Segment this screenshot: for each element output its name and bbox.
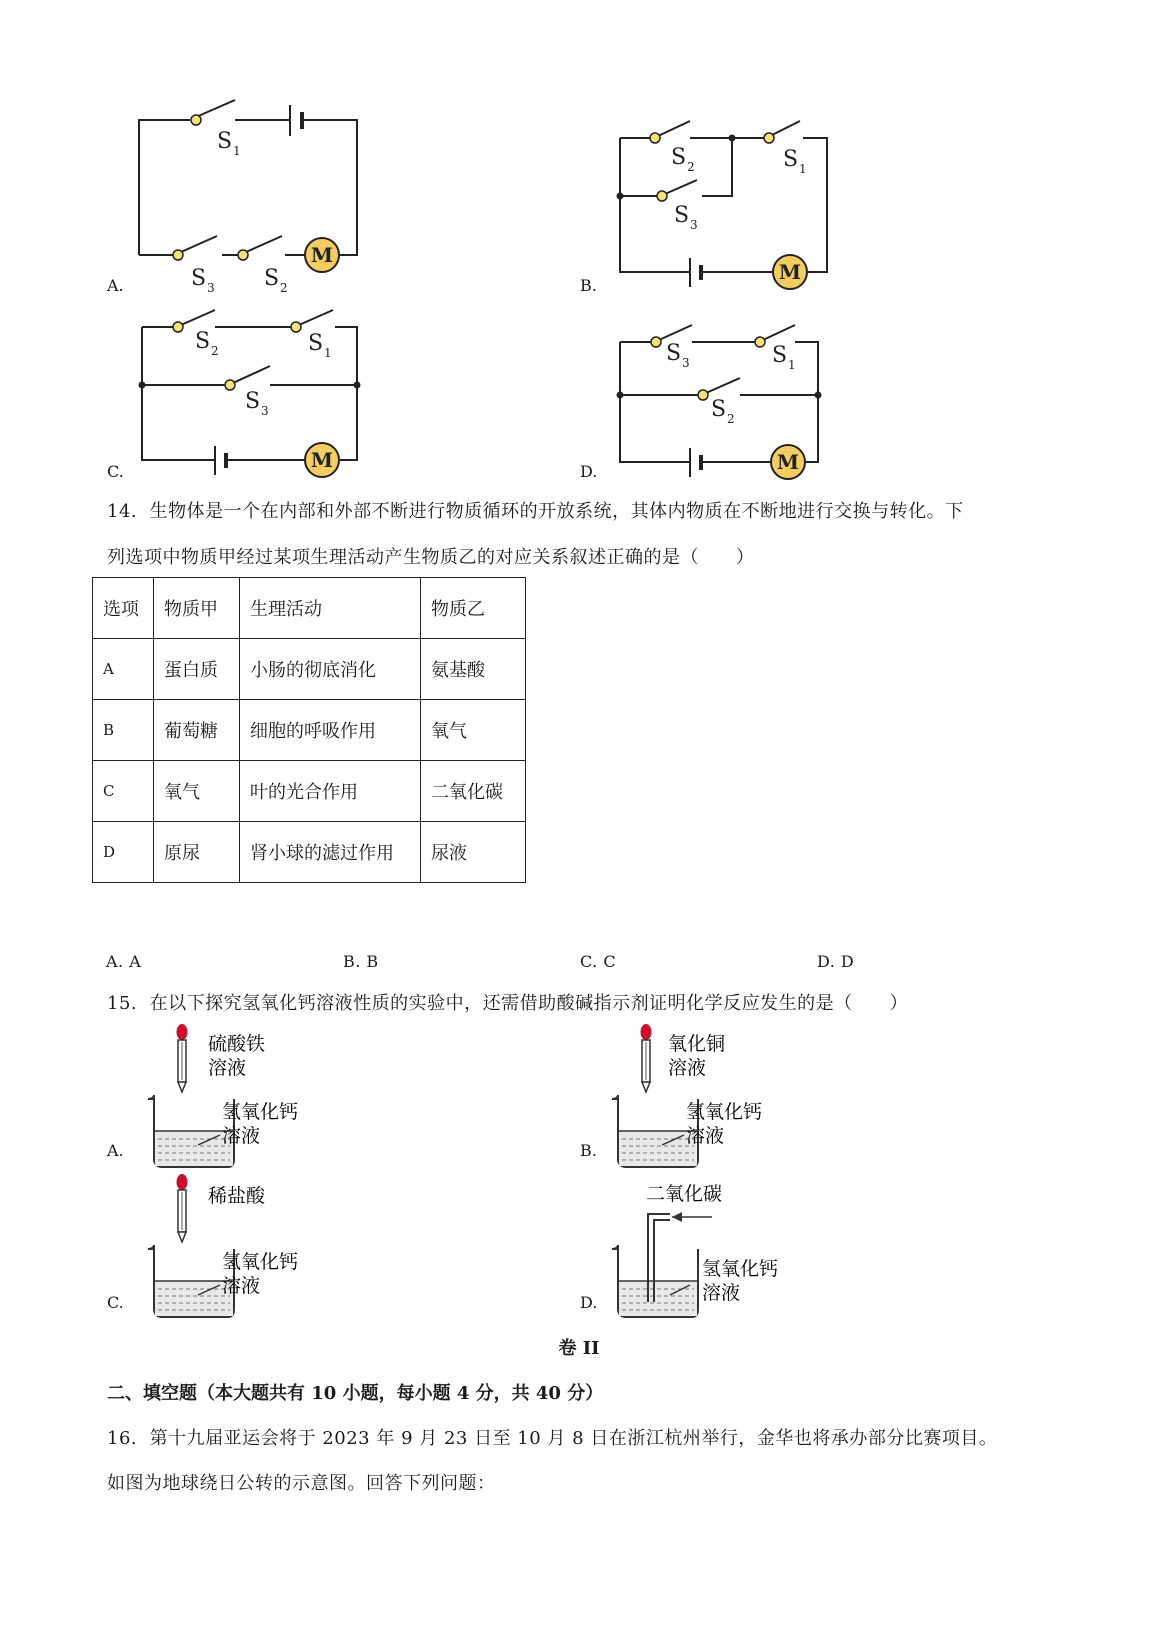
table-cell: 氧气	[421, 700, 526, 761]
svg-text:S: S	[783, 147, 799, 172]
section-heading: 二、填空题（本大题共有 10 小题，每小题 4 分，共 40 分）	[107, 1383, 604, 1404]
svg-text:溶液: 溶液	[702, 1282, 741, 1304]
svg-text:M: M	[776, 450, 800, 474]
svg-text:溶液: 溶液	[222, 1275, 261, 1297]
svg-text:硫酸铁: 硫酸铁	[208, 1033, 266, 1055]
svg-text:M: M	[778, 260, 802, 284]
svg-text:S: S	[666, 341, 682, 366]
motor-label: M	[310, 243, 334, 267]
svg-text:氢氧化钙: 氢氧化钙	[702, 1258, 779, 1280]
svg-text:S: S	[772, 343, 788, 368]
q15-option-a-label[interactable]: A.	[107, 1141, 124, 1160]
table-cell: 蛋白质	[154, 639, 240, 700]
q14-choice-b[interactable]: B. B	[343, 952, 379, 971]
svg-text:S: S	[264, 266, 280, 291]
q13-circuit-figures	[0, 0, 1158, 480]
table-cell: 肾小球的滤过作用	[240, 822, 421, 883]
q15-number: 15.	[107, 993, 138, 1014]
table-cell: 叶的光合作用	[240, 761, 421, 822]
table-header-row	[93, 578, 526, 639]
q16-stem: 第十九届亚运会将于 2023 年 9 月 23 日至 10 月 8 日在浙江杭州举行，金华也将承办部分比赛项目。	[149, 1428, 998, 1449]
q14-choice-d[interactable]: D. D	[817, 952, 855, 971]
table-cell: 原尿	[154, 822, 240, 883]
label-s1-a: S	[217, 129, 233, 154]
table-cell: 小肠的彻底消化	[240, 639, 421, 700]
table-cell: 二氧化碳	[421, 761, 526, 822]
svg-text:3: 3	[690, 218, 698, 232]
q14-choice-a[interactable]: A. A	[106, 952, 142, 971]
svg-text:氧化铜: 氧化铜	[668, 1033, 726, 1055]
svg-text:S: S	[195, 329, 211, 354]
svg-text:2: 2	[727, 412, 735, 426]
svg-text:2: 2	[687, 160, 695, 174]
svg-text:二氧化碳: 二氧化碳	[646, 1183, 723, 1205]
q15-option-c-label[interactable]: C.	[107, 1293, 124, 1312]
svg-text:氢氧化钙: 氢氧化钙	[686, 1101, 763, 1123]
q14-choice-c[interactable]: C. C	[580, 952, 617, 971]
arrow-left-icon	[672, 1212, 682, 1222]
q13-option-a-label: A.	[107, 276, 124, 295]
table-header-cell: 选项	[93, 578, 154, 639]
table-row	[93, 822, 526, 883]
svg-text:S: S	[674, 203, 690, 228]
svg-text:溶液: 溶液	[668, 1057, 707, 1079]
svg-text:1: 1	[799, 162, 807, 176]
volume-title: 卷 II	[558, 1338, 600, 1359]
table-cell: 氧气	[154, 761, 240, 822]
table-cell: C	[93, 761, 154, 822]
table-row	[93, 761, 526, 822]
table-header-cell: 生理活动	[240, 578, 421, 639]
table-header-cell: 物质甲	[154, 578, 240, 639]
q15-text	[107, 989, 908, 1015]
svg-text:1: 1	[233, 144, 241, 158]
svg-text:稀盐酸: 稀盐酸	[208, 1185, 266, 1207]
circuit-a	[139, 100, 357, 255]
svg-text:2: 2	[211, 344, 219, 358]
svg-text:S: S	[308, 331, 324, 356]
table-cell: D	[93, 822, 154, 883]
svg-text:S: S	[711, 397, 727, 422]
q13-option-d-label: D.	[580, 462, 598, 481]
svg-text:溶液: 溶液	[208, 1057, 247, 1079]
svg-text:3: 3	[261, 404, 269, 418]
svg-text:溶液: 溶液	[222, 1125, 261, 1147]
q15-option-d-label[interactable]: D.	[580, 1293, 598, 1312]
q14-text-line2: 列选项中物质甲经过某项生理活动产生物质乙的对应关系叙述正确的是（ ）	[107, 547, 755, 568]
table-row	[93, 639, 526, 700]
svg-text:2: 2	[280, 281, 288, 295]
experiment-b	[612, 1024, 762, 1167]
svg-text:3: 3	[682, 356, 690, 370]
table-cell: 细胞的呼吸作用	[240, 700, 421, 761]
svg-text:S: S	[191, 266, 207, 291]
table-cell: B	[93, 700, 154, 761]
experiment-a	[148, 1024, 298, 1167]
svg-text:氢氧化钙: 氢氧化钙	[222, 1101, 299, 1123]
svg-text:M: M	[310, 448, 334, 472]
q13-option-c-label: C.	[107, 462, 124, 481]
q16-text-line2: 如图为地球绕日公转的示意图。回答下列问题：	[107, 1473, 496, 1494]
q14-stem: 生物体是一个在内部和外部不断进行物质循环的开放系统，其体内物质在不断地进行交换与转化。下	[149, 501, 964, 522]
svg-text:氢氧化钙: 氢氧化钙	[222, 1251, 299, 1273]
q14-table	[92, 577, 526, 883]
experiment-d	[612, 1183, 778, 1317]
q14-text-line1	[107, 497, 964, 523]
experiment-c	[148, 1174, 298, 1317]
q15-experiment-figures	[0, 1020, 1158, 1340]
q15-option-b-label[interactable]: B.	[580, 1141, 597, 1160]
table-cell: 葡萄糖	[154, 700, 240, 761]
q16-number: 16.	[107, 1428, 138, 1449]
table-row	[93, 700, 526, 761]
switch-contact	[191, 115, 201, 125]
q13-option-b-label: B.	[580, 276, 597, 295]
q16-text-line1	[107, 1424, 997, 1450]
table-header-cell: 物质乙	[421, 578, 526, 639]
svg-text:1: 1	[788, 358, 796, 372]
table-cell: A	[93, 639, 154, 700]
svg-text:S: S	[671, 145, 687, 170]
table-cell: 尿液	[421, 822, 526, 883]
svg-text:3: 3	[207, 281, 215, 295]
q14-number: 14.	[107, 501, 138, 522]
svg-text:1: 1	[324, 346, 332, 360]
q15-stem: 在以下探究氢氧化钙溶液性质的实验中，还需借助酸碱指示剂证明化学反应发生的是（ ）	[149, 993, 909, 1014]
table-cell: 氨基酸	[421, 639, 526, 700]
dropper-icon	[177, 1024, 188, 1092]
svg-text:溶液: 溶液	[686, 1125, 725, 1147]
svg-text:S: S	[245, 389, 261, 414]
